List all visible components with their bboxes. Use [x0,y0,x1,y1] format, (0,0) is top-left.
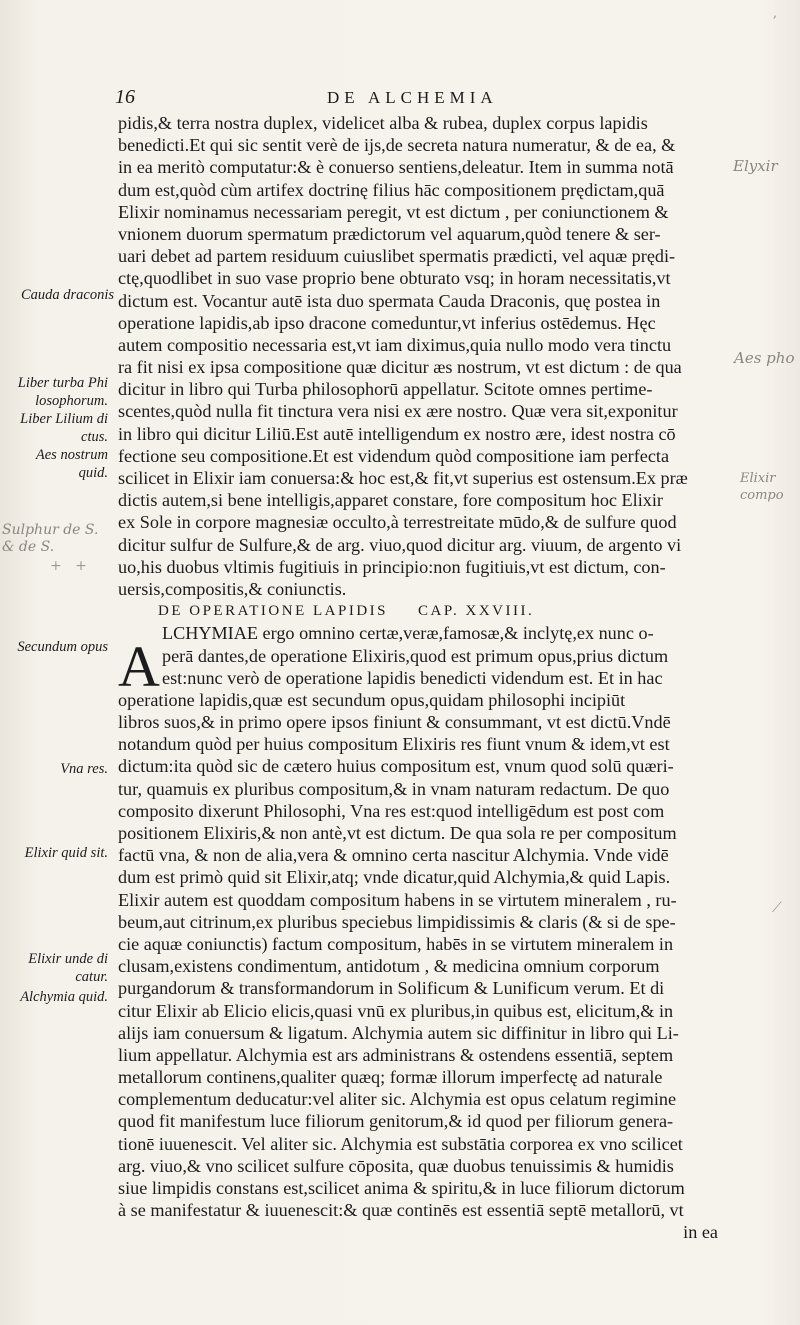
text-block-dropcap [118,622,726,689]
text-line: Elixir autem est quoddam compositum habens in se virtutem mineralem , ru- [118,889,677,910]
margin-note-alchymia-quid: Alchymia quid. [20,989,108,1005]
text-line: alijs iam conuersum & ligatum. Alchymia autem sic diffinitur in libro qui Li- [118,1022,679,1043]
margin-note-secundum-opus: Secundum opus [17,639,108,655]
margin-note-elixir-quid: Elixir quid sit. [24,845,108,861]
text-line: à se manifestatur & iuuenescit:& quæ continēs est essentiā septē metallorū, vt [118,1200,684,1221]
text-line: citur Elixir ab Elicio elicis,quasi vnū ex pluribus,in quibus est, elicitum,& in [118,1000,674,1021]
text-line: scilicet in Elixir iam conuersa:& hoc est,& fit,vt superius est ostensum.Ex præ [118,468,688,488]
text-line: Elixir nominamus necessariam peregit, vt est dictum , per coniunctionem & [118,201,669,222]
margin-note-liber-lilium: Liber Lilium di ctus. [20,411,108,445]
pencil-mark-icon: ⟋ [772,900,782,916]
text-line: perā dantes,de operatione Elixiris,quod est primum opus,prius dictum [162,645,669,666]
body-text [118,112,726,1244]
text-line: est:nunc verò de operatione lapidis benedicti videndum est. Et in hac [162,667,663,688]
text-line: complementum deducatur:vel aliter sic. Alchymia est opus celatum regimine [118,1089,677,1110]
text-block-top [118,112,726,600]
text-line: dictum:ita quòd sic de cætero huius compositum est, vnum quod solū quæri- [118,756,674,777]
page-header [115,86,535,112]
text-line: dictum est. Vocantur autē ista duo spermata Cauda Draconis, quę postea in [118,290,661,311]
chapter-title: DE OPERATIONE LAPIDIS [158,603,388,620]
text-line: tur, quamuis ex pluribus compositum,& in vnam naturam redactum. De quo [118,778,670,799]
text-line: scentes,quòd nulla fit tinctura vera nisi ex ære nostro. Quæ vera sit,exponitur [118,401,678,422]
text-line: purgandorum & transformandorum in Solificum & Lunificum verum. Et di [118,978,665,999]
text-line: ctę,quodlibet in suo vase proprio bene obturato vsq; in horam necessitatis,vt [118,268,671,289]
text-line: vnionem duorum spermatum prædictorum vel aquarum,quòd tenere & ser- [118,223,661,244]
text-line: cie aquæ coniunctis) factum compositum, habēs in se virtutem mineralem in [118,933,674,954]
text-line: autem compositio necessaria est,vt iam diximus,quia nullo modo vera tinctu [118,334,672,355]
chapter-heading [118,600,726,622]
text-line: in ea meritò computatur:& è conuerso sentiens,deleatur. Item in summa notā [118,157,674,178]
text-line: libros suos,& in primo opere ipsos finiunt & consummant, vt est dictū.Vndē [118,712,671,733]
margin-note-liber-turba: Liber turba Phi losophorum. [17,375,108,409]
margin-note-aes-nostrum: Aes nostrum quid. [35,447,108,481]
text-line: arg. viuo,& vno scilicet sulfure cōposita, quæ duobus tenuissimis & humidis [118,1155,674,1176]
margin-note-vna-res: Vna res. [60,761,108,777]
text-line: operatione lapidis,ab ipso dracone comeduntur,vt inferius ostēdemus. Hęc [118,312,656,333]
text-line: composito dixerunt Philosophi, Vna res est:quod intelligēdum est post com [118,800,665,821]
handwritten-note-sulphur: Sulphur de S. & de S. [2,522,99,555]
chapter-number: CAP. XXVIII. [418,603,535,620]
text-line: quod fit manifestum luce filiorum genitorum,& id quod per filiorum genera- [118,1111,674,1132]
text-line: dum est primò quid sit Elixir,atq; vnde dicatur,quid Alchymia,& quid Lapis. [118,867,671,888]
text-line: beum,aut citrinum,ex pluribus speciebus limpidissimis & claris (& si de spe- [118,911,676,932]
margin-note-cauda-draconis: Cauda draconis [20,287,114,303]
text-line: in libro qui dicitur Liliū.Est autē intelligendum ex nostro ære, idest nostra cō [118,423,676,444]
text-line: uari debet ad partem residuum cuiuslibet spermatis prædicti, vel aquæ prędi- [118,246,676,267]
text-line: clusam,existens condimentum, antidotum , & medicina omnium corporum [118,956,660,977]
text-line: factū vna, & non de alia,vera & omnino certa nascitur Alchymia. Vnde vidē [118,845,669,866]
page-number: 16 [115,86,135,108]
text-line: fectione seu compositione.Et est videndum quòd compositione iam perfecta [118,445,670,466]
text-line: notandum quòd per huius compositum Elixiris res fiunt vnum & idem,vt est [118,734,670,755]
drop-cap: A [118,634,160,700]
text-line: ra fit nisi ex ipsa compositione quæ dicitur æs nostrum, vt est dictum : de qua [118,357,682,378]
text-line: dicitur sulfur de Sulfure,& de arg. viuo,quod dicitur arg. viuum, de argento vi [118,534,682,555]
handwritten-note-elixir: Elyxir [733,157,778,175]
margin-note-elixir-unde: Elixir unde di catur. [28,951,108,985]
text-line: ex Sole in corpore magnesiæ occulto,à terrestreitate mūdo,& de sulfure quod [118,512,677,533]
text-line: dum est,quòd cùm artifex doctrinę filius hāc compositionem prędictam,quā [118,179,665,200]
text-line: dictis autem,si bene intelligis,apparet constare, fore compositum hoc Elixir [118,490,663,511]
running-title: DE ALCHEMIA [327,88,498,107]
text-line: lium appellatur. Alchymia est ars administrans & ostendens essentiā, septem [118,1044,674,1065]
text-line: benedicti.Et qui sic sentit verè de ijs,de secreta natura numeratur, & de ea, & [118,135,676,156]
text-line: metallorum continens,qualiter quæq; formæ illorum imperfectę ad naturale [118,1067,663,1088]
cross-mark-icon: + + [50,558,87,574]
handwritten-note-aes: Aes pho [734,349,795,367]
text-line: siue limpidis constans est,scilicet anima & spiritu,& in luce filiorum dictorum [118,1178,685,1198]
text-line: LCHYMIAE ergo omnino certæ,veræ,famosæ,& inclytę,ex nunc o- [162,623,654,644]
text-line: positionem Elixiris,& non antè,vt est dictum. De qua sola re per compositum [118,823,677,843]
corner-mark-icon: ʼ [772,14,777,30]
text-line: operatione lapidis,quæ est secundum opus,quidam philosophi incipiūt [118,689,626,710]
text-block-bottom [118,689,726,1222]
text-line: dicitur in libro qui Turba philosophorū appellatur. Scitote omnes pertime- [118,379,653,400]
text-line: uo,his duobus vltimis fugitiuis in principio:non fugitiuis,vt est dictum, con- [118,556,666,577]
handwritten-note-elixir-compo: Elixir compo [740,471,784,503]
catchword: in ea [683,1222,718,1243]
text-line: pidis,& terra nostra duplex, videlicet alba & rubea, duplex corpus lapidis [118,113,648,133]
text-line: tionē iuuenescit. Vel aliter sic. Alchymia est substātia corporea ex vno scilicet [118,1133,683,1154]
text-line: uersis,compositis,& coniunctis. [118,578,347,599]
